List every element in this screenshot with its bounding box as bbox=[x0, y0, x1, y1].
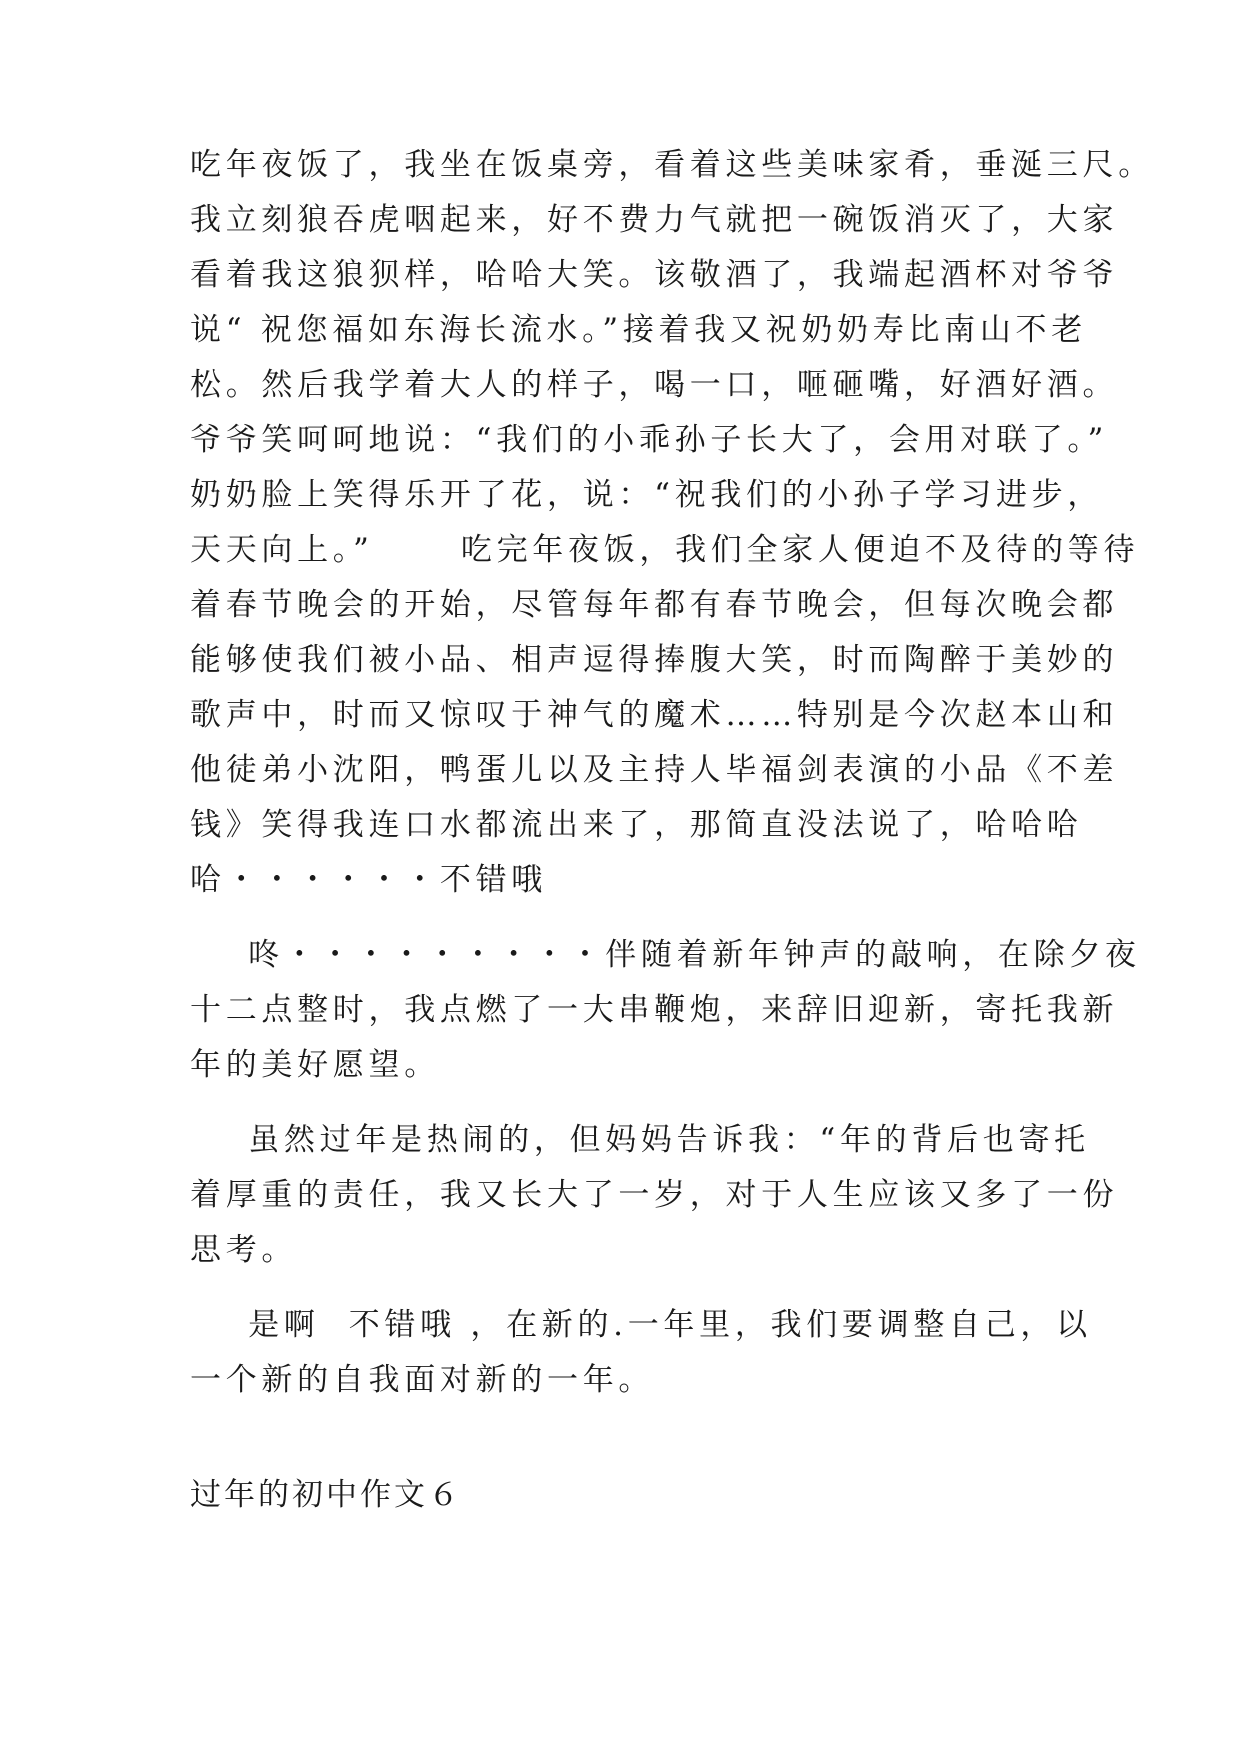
paragraph-line: 哈・・・・・・不错哦 bbox=[190, 862, 547, 898]
paragraph-line: 虽然过年是热闹的，但妈妈告诉我：“年的背后也寄托 bbox=[190, 1122, 1090, 1158]
paragraph-line: 十二点整时，我点燃了一大串鞭炮，来辞旧迎新，寄托我新 bbox=[190, 992, 1119, 1028]
paragraph-line: 着厚重的责任，我又长大了一岁，对于人生应该又多了一份 bbox=[190, 1177, 1119, 1213]
paragraph-line: 我立刻狼吞虎咽起来，好不费力气就把一碗饭消灭了，大家 bbox=[190, 202, 1119, 238]
paragraph-line: 吃年夜饭了，我坐在饭桌旁，看着这些美味家肴，垂涎三尺。 bbox=[190, 147, 1154, 183]
paragraph-line: 一个新的自我面对新的一年。 bbox=[190, 1362, 655, 1398]
paragraph-line: 咚・・・・・・・・・伴随着新年钟声的敲响，在除夕夜 bbox=[190, 937, 1141, 973]
paragraph-line: 是啊 不错哦 ，在新的.一年里，我们要调整自己，以 bbox=[190, 1307, 1092, 1343]
paragraph-line: 能够使我们被小品、相声逗得捧腹大笑，时而陶醉于美妙的 bbox=[190, 642, 1119, 678]
section-heading: 过年的初中作文６ bbox=[190, 1477, 462, 1513]
paragraph-line: 说“ 祝您福如东海长流水。”接着我又祝奶奶寿比南山不老 bbox=[190, 312, 1087, 348]
paragraph-line: 天天向上。” 吃完年夜饭，我们全家人便迫不及待的等待 bbox=[190, 532, 1140, 568]
paragraph-line: 奶奶脸上笑得乐开了花，说：“祝我们的小孙子学习进步， bbox=[190, 477, 1104, 513]
paragraph-line: 爷爷笑呵呵地说：“我们的小乖孙子长大了，会用对联了。” bbox=[190, 422, 1109, 458]
paragraph-line: 钱》笑得我连口水都流出来了，那简直没法说了，哈哈哈 bbox=[190, 807, 1083, 843]
paragraph-line: 他徒弟小沈阳，鸭蛋儿以及主持人毕福剑表演的小品《不差 bbox=[190, 752, 1119, 788]
paragraph-line: 松。然后我学着大人的样子，喝一口，咂砸嘴，好酒好酒。 bbox=[190, 367, 1119, 403]
paragraph-line: 年的美好愿望。 bbox=[190, 1047, 440, 1083]
paragraph-line: 看着我这狼狈样，哈哈大笑。该敬酒了，我端起酒杯对爷爷 bbox=[190, 257, 1119, 293]
paragraph-line: 歌声中，时而又惊叹于神气的魔术……特别是今次赵本山和 bbox=[190, 697, 1119, 733]
paragraph-line: 着春节晚会的开始，尽管每年都有春节晚会，但每次晚会都 bbox=[190, 587, 1119, 623]
paragraph-line: 思考。 bbox=[190, 1232, 298, 1268]
